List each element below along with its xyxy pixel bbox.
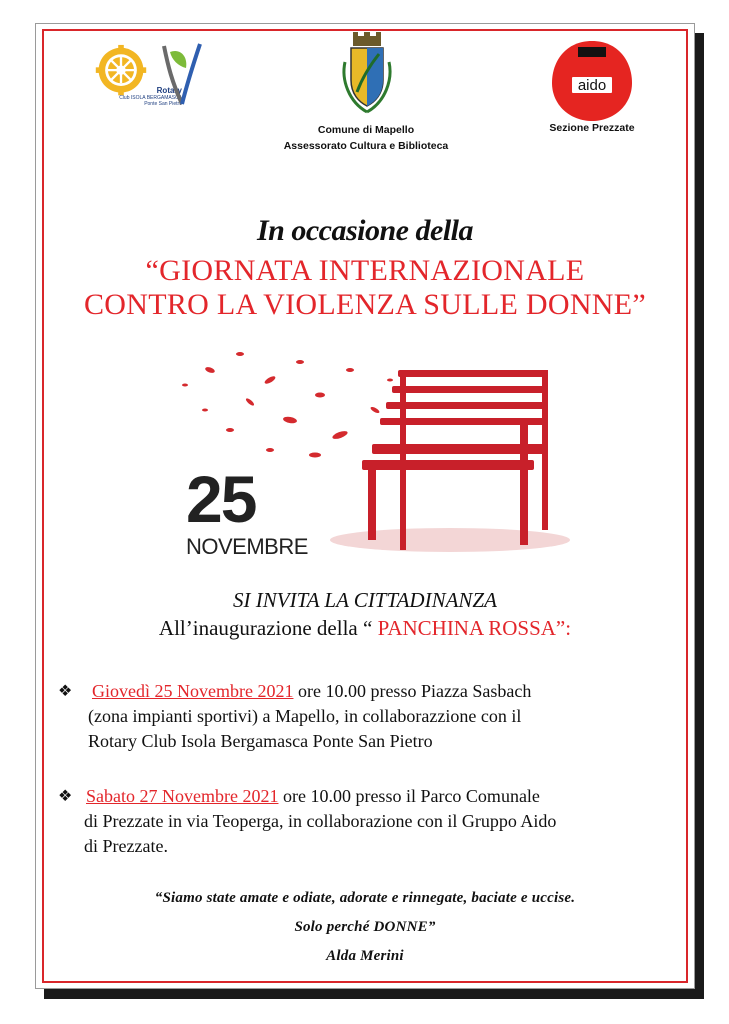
- leaf-ribbon-icon: [158, 42, 206, 106]
- aido-logo-text: aido: [577, 77, 607, 94]
- bench: [362, 370, 548, 550]
- red-bench-image: [150, 340, 580, 572]
- giornata-title: [36, 254, 694, 322]
- panchina-rossa: PANCHINA ROSSA”:: [377, 616, 572, 640]
- quote-line1: “Siamo state amate e odiate, adorate e rinnegate, baciate e uccise.: [154, 890, 576, 906]
- petals: [182, 352, 393, 458]
- event-line2: (zona impianti sportivi) a Mapello, in collaborazzione con il: [88, 706, 522, 726]
- event-time-place: ore 10.00 presso Piazza Sasbach: [293, 681, 532, 701]
- sezione-caption: Sezione Prezzate: [549, 122, 635, 134]
- rotary-name: Rotary: [156, 86, 182, 95]
- event-date: Giovedì 25 Novembre 2021: [92, 681, 294, 701]
- event-line3: di Prezzate.: [84, 836, 168, 856]
- event-item: [58, 784, 678, 859]
- quote-author: Alda Merini: [326, 948, 404, 964]
- inaugurazione-line: [36, 616, 694, 641]
- hero-month: NOVEMBRE: [186, 534, 308, 559]
- giornata-title-line1: “GIORNATA INTERNAZIONALE: [145, 254, 585, 287]
- bullet-diamond-icon: ❖: [58, 788, 73, 805]
- hero-day: 25: [186, 462, 256, 536]
- comune-caption: [256, 122, 476, 154]
- event-line3: Rotary Club Isola Bergamasca Ponte San Pietro: [88, 731, 433, 751]
- rotary-place: Ponte San Pietro: [144, 101, 182, 107]
- inaugurazione-prefix: All’inaugurazione della “: [158, 616, 378, 640]
- event-date: Sabato 27 Novembre 2021: [86, 786, 279, 806]
- giornata-title-line2: CONTRO LA VIOLENZA SULLE DONNE”: [83, 288, 647, 321]
- merini-quote: [36, 884, 694, 971]
- comune-name: Comune di Mapello: [317, 124, 415, 136]
- event-time-place: ore 10.00 presso il Parco Comunale: [278, 786, 540, 806]
- comune-assessorato: Assessorato Cultura e Biblioteca: [283, 140, 449, 152]
- aido-logo-icon: [548, 37, 636, 125]
- rotary-club: Club ISOLA BERGAMASCA: [119, 95, 182, 101]
- occasione-heading: In occasione della: [257, 214, 473, 247]
- comune-crest-icon: [337, 32, 397, 118]
- flyer: [35, 23, 695, 989]
- invito-heading: SI INVITA LA CITTADINANZA: [233, 588, 497, 612]
- quote-line2: Solo perché DONNE”: [294, 919, 436, 935]
- event-line2: di Prezzate in via Teoperga, in collaborazione con il Gruppo Aido: [84, 811, 557, 831]
- event-item: [58, 679, 678, 754]
- bullet-diamond-icon: ❖: [58, 683, 73, 700]
